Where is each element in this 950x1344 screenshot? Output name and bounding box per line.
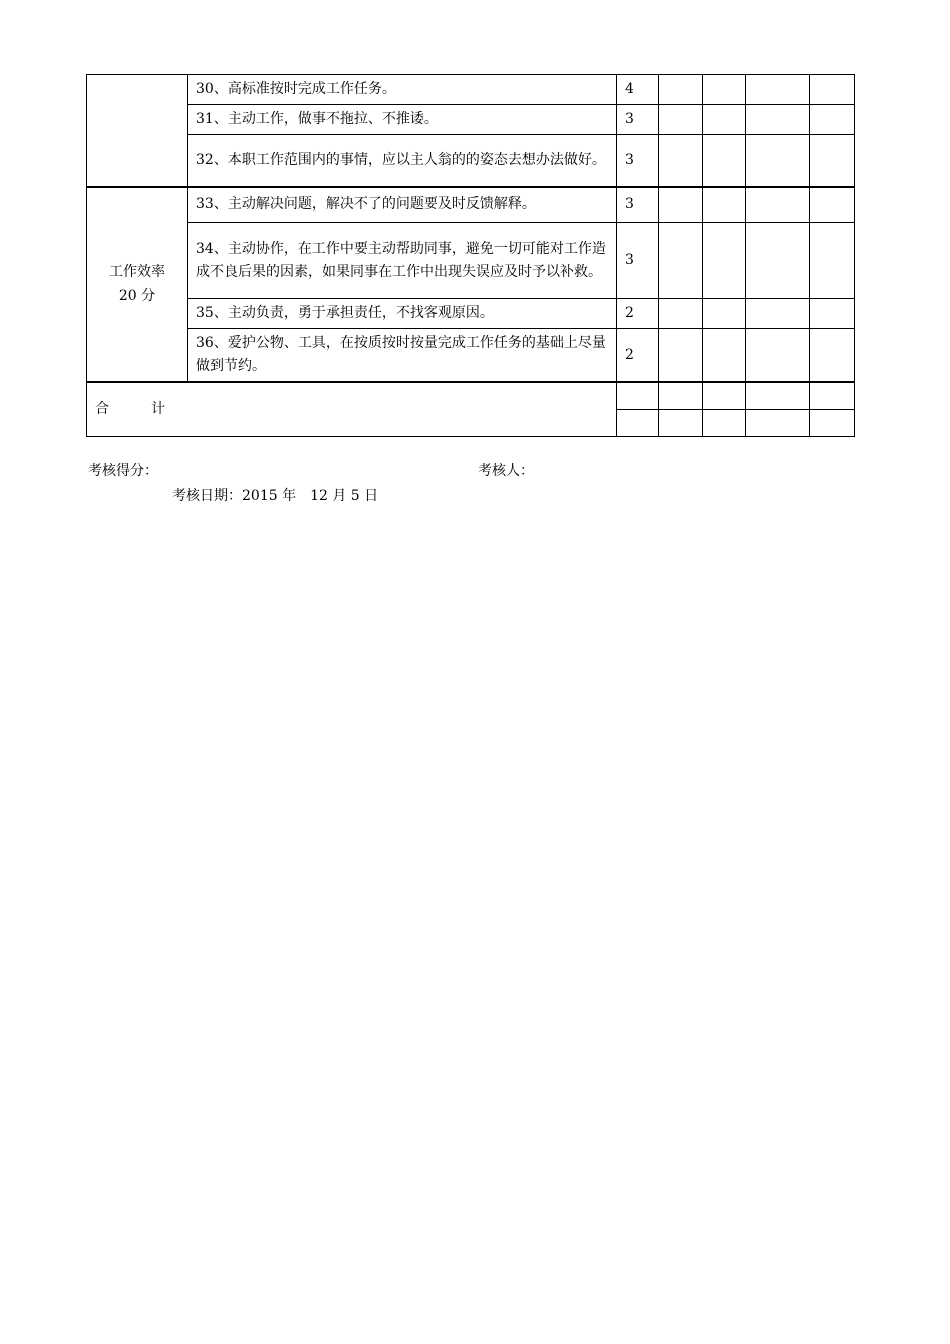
item-text: 33、主动解决问题，解决不了的问题要及时反馈解释。 bbox=[188, 187, 617, 223]
total-cell[interactable] bbox=[659, 409, 703, 436]
score-cell[interactable] bbox=[703, 299, 746, 329]
score-cell[interactable] bbox=[810, 105, 855, 135]
item-text: 36、爱护公物、工具，在按质按时按量完成工作任务的基础上尽量做到节约。 bbox=[188, 329, 617, 383]
item-score: 2 bbox=[617, 299, 659, 329]
item-text: 30、高标准按时完成工作任务。 bbox=[188, 75, 617, 105]
score-cell[interactable] bbox=[746, 187, 810, 223]
total-cell[interactable] bbox=[617, 409, 659, 436]
score-cell[interactable] bbox=[703, 135, 746, 187]
table-row bbox=[87, 105, 855, 135]
table-row bbox=[87, 299, 855, 329]
score-cell[interactable] bbox=[810, 223, 855, 299]
score-cell[interactable] bbox=[659, 299, 703, 329]
item-score: 4 bbox=[617, 75, 659, 105]
item-score: 3 bbox=[617, 223, 659, 299]
score-cell[interactable] bbox=[659, 187, 703, 223]
score-cell[interactable] bbox=[703, 223, 746, 299]
total-cell[interactable] bbox=[746, 409, 810, 436]
score-cell[interactable] bbox=[659, 75, 703, 105]
total-cell[interactable] bbox=[703, 409, 746, 436]
assessor-label: 考核人： bbox=[478, 463, 534, 479]
score-label: 考核得分： bbox=[88, 463, 158, 479]
score-cell[interactable] bbox=[746, 329, 810, 383]
score-cell[interactable] bbox=[746, 75, 810, 105]
score-cell[interactable] bbox=[810, 299, 855, 329]
item-text: 34、主动协作，在工作中要主动帮助同事，避免一切可能对工作造成不良后果的因素，如果同事在工作中出现失误应及时予以补救。 bbox=[188, 223, 617, 299]
score-cell[interactable] bbox=[703, 329, 746, 383]
table-row bbox=[87, 75, 855, 105]
total-cell[interactable] bbox=[703, 382, 746, 409]
score-cell[interactable] bbox=[703, 187, 746, 223]
score-cell[interactable] bbox=[659, 105, 703, 135]
total-cell[interactable] bbox=[617, 382, 659, 409]
total-cell[interactable] bbox=[810, 382, 855, 409]
assessment-table bbox=[86, 74, 855, 437]
item-score: 3 bbox=[617, 105, 659, 135]
category-cell bbox=[87, 75, 188, 187]
total-cell[interactable] bbox=[810, 409, 855, 436]
score-cell[interactable] bbox=[810, 135, 855, 187]
category-cell bbox=[87, 187, 188, 383]
category-points: 20 分 bbox=[118, 288, 156, 305]
score-cell[interactable] bbox=[810, 187, 855, 223]
total-cell[interactable] bbox=[659, 382, 703, 409]
score-cell[interactable] bbox=[659, 329, 703, 383]
score-cell[interactable] bbox=[746, 223, 810, 299]
score-cell[interactable] bbox=[703, 75, 746, 105]
item-score: 3 bbox=[617, 187, 659, 223]
item-text: 31、主动工作，做事不拖拉、不推诿。 bbox=[188, 105, 617, 135]
table-row bbox=[87, 135, 855, 187]
score-cell[interactable] bbox=[659, 223, 703, 299]
total-label: 合 计 bbox=[87, 382, 617, 436]
score-cell[interactable] bbox=[810, 329, 855, 383]
table-row bbox=[87, 329, 855, 383]
score-cell[interactable] bbox=[810, 75, 855, 105]
assessment-date: 考核日期：2015 年 12 月 5 日 bbox=[172, 488, 379, 504]
table-row bbox=[87, 223, 855, 299]
item-text: 32、本职工作范围内的事情，应以主人翁的的姿态去想办法做好。 bbox=[188, 135, 617, 187]
category-title: 工作效率 bbox=[109, 264, 165, 281]
score-cell[interactable] bbox=[746, 135, 810, 187]
score-cell[interactable] bbox=[703, 105, 746, 135]
item-text: 35、主动负责，勇于承担责任，不找客观原因。 bbox=[188, 299, 617, 329]
item-score: 3 bbox=[617, 135, 659, 187]
total-cell[interactable] bbox=[746, 382, 810, 409]
score-cell[interactable] bbox=[659, 135, 703, 187]
item-score: 2 bbox=[617, 329, 659, 383]
table-row bbox=[87, 187, 855, 223]
score-cell[interactable] bbox=[746, 299, 810, 329]
table-row bbox=[87, 382, 855, 409]
score-cell[interactable] bbox=[746, 105, 810, 135]
